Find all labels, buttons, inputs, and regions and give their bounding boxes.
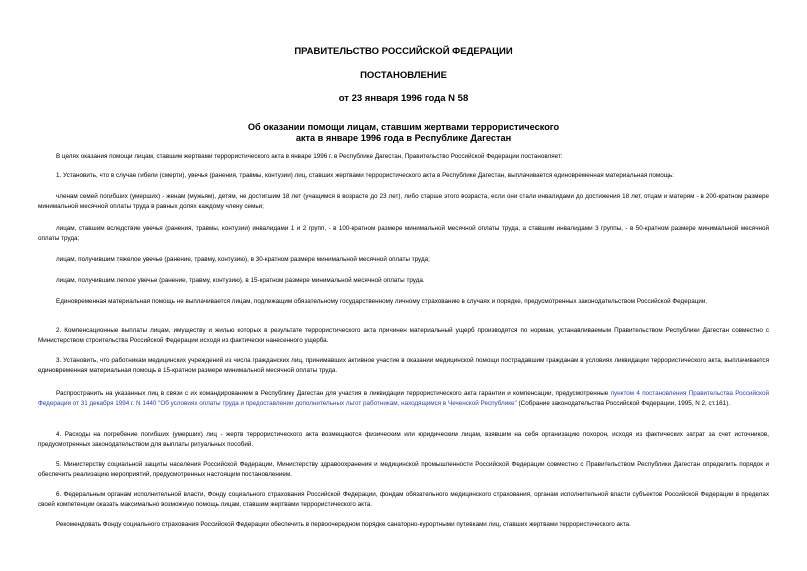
document-date-number: от 23 января 1996 года N 58 [338, 93, 469, 104]
reference-link-decree-1440[interactable]: пунктом 4 постановления Правительства Российской Федерации от 31 декабря 1994 г. N 1440 "Об условиях оплаты труда и предоставлении дополнительных льгот работникам, находящимся в Чеченской Республике" [38, 390, 769, 407]
document-type: ПОСТАНОВЛЕНИЕ [360, 70, 447, 81]
clause-1: 1. Установить, что в случае гибели (смерти), увечья (ранения, травмы, контузии) лиц, ставших жертвами террористического акта в Республике Дагестан, выплачивается единовременная материальная помощь: [56, 172, 674, 179]
clause-3-extension [38, 389, 769, 409]
clause-6-recommendation: Рекомендовать Фонду социального страхования Российской Федерации обеспечить в первоочередном порядке санаторно-курортными путевками лиц, ставших жертвами террористического акта. [56, 521, 631, 528]
clause-3-extension-text: Распространить на указанных лиц в связи с их командированием в Республику Дагестан для участия в ликвидации террористического акта гарантии и компенсации, предусмотренные [56, 390, 611, 397]
clause-1-disabled: лицам, ставшим вследствие увечья (ранения, травмы, контузии) инвалидами 1 и 2 групп, - в 100-кратном размере минимальной месячной оплаты труда, а ставшим инвалидами 3 группы, - в 50-кратном размере минимальной месячной оплаты труда; [38, 225, 769, 242]
issuing-organization: ПРАВИТЕЛЬСТВО РОССИЙСКОЙ ФЕДЕРАЦИИ [294, 46, 513, 57]
clause-5: 5. Министерству социальной защиты населения Российской Федерации, Министерству здравоохранения и медицинской промышленности Российской Федерации совместно с Правительством Республики Дагестан определить порядок и обеспечить реализацию мероприятий, предусмотренных настоящим постановлением. [38, 461, 769, 478]
intro-paragraph: В целях оказания помощи лицам, ставшим жертвами террористического акта в январе 1996 г. в Республике Дагестан, Правительство Российской Федерации постановляет: [56, 153, 563, 160]
clause-1-family-members: членам семей погибших (умерших) - женам (мужьям), детям, не достигшим 18 лет (учащимся в возрасте до 23 лет), либо старше этого возраста, если они стали инвалидами до достижения 18 лет, отцам и матерям - в 200-кратном размере минимальной месячной оплаты труда в равных долях каждому члену семьи; [38, 193, 769, 210]
clause-4: 4. Расходы на погребение погибших (умерших) лиц - жертв террористического акта возмещаются физическим или юридическим лицам, взявшим на себя организацию похорон, исходя из фактических затрат за счет источников, предусмотренных законодательством для выплаты ритуальных пособий. [38, 431, 769, 448]
clause-2: 2. Компенсационные выплаты лицам, имуществу и жилью которых в результате террористического акта причинен материальный ущерб производятся по нормам, устанавливаемым Правительством Республики Дагестан совместно с Министерством строительства Российской Федерации исходя из фактически нанесенного ущерба. [38, 327, 769, 344]
clause-6: 6. Федеральным органам исполнительной власти, Фонду социального страхования Российской Федерации, фондам обязательного медицинского страхования, органам исполнительной власти субъектов Российской Федерации в пределах своей компетенции оказать максимально возможную помощь лицам, ставшим жертвами террористического акта. [38, 491, 769, 508]
document-title-line-1: Об оказании помощи лицам, ставшим жертвами террористического [247, 122, 560, 132]
clause-1-exclusion: Единовременная материальная помощь не выплачивается лицам, подлежащим обязательному государственному личному страхованию в случаях и порядке, предусмотренных законодательством Российской Федерации. [56, 298, 708, 305]
clause-1-light-injury: лицам, получившим легкое увечье (ранение, травму, контузию), в 15-кратном размере минимальной месячной оплаты труда. [56, 277, 425, 284]
document-title-line-2: акта в январе 1996 года в Республике Дагестан [295, 133, 512, 143]
clause-3: 3. Установить, что работникам медицинских учреждений из числа гражданских лиц, принимавших активное участие в оказании медицинской помощи пострадавшим гражданам в условиях ликвидации террористического акта, выплачивается единовременная материальная помощь в 15-кратном размере минимальной месячной оплаты труда. [38, 357, 769, 374]
clause-1-severe-injury: лицам, получившим тяжелое увечье (ранение, травму, контузию), в 30-кратном размере минимальной месячной оплаты труда; [56, 256, 430, 263]
clause-3-extension-source: (Собрание законодательства Российской Федерации, 1995, N 2, ст.161). [516, 400, 730, 407]
